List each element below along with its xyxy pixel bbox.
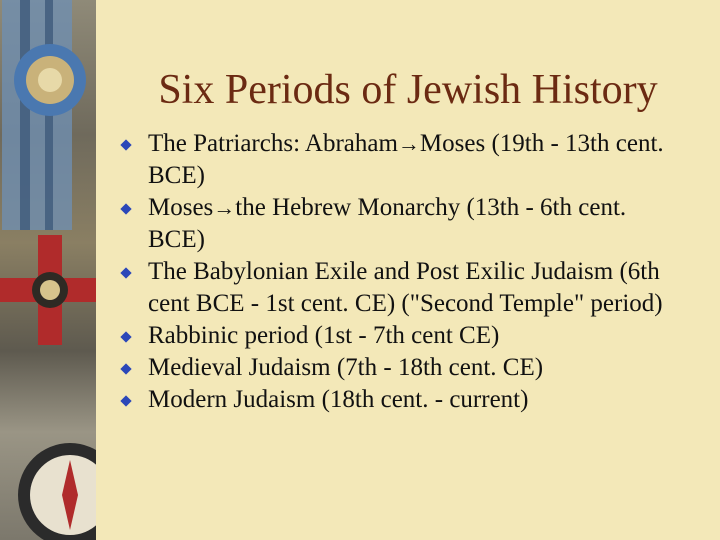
item-text-continued: the Hebrew Monarchy (13th - 6th cent. BCE) xyxy=(148,194,627,253)
diamond-bullet-icon xyxy=(120,395,131,406)
diamond-bullet-icon xyxy=(120,331,131,342)
item-text: The Patriarchs: Abraham xyxy=(148,130,398,157)
list-item xyxy=(118,192,688,256)
diamond-bullet-icon xyxy=(120,139,131,150)
item-text: Modern Judaism (18th cent. - current) xyxy=(148,386,529,413)
decorative-image-strip xyxy=(0,0,96,540)
list-item xyxy=(118,352,688,384)
item-text-continued: Moses (19th - 13th cent. BCE) xyxy=(148,130,664,189)
diamond-bullet-icon xyxy=(120,363,131,374)
diamond-bullet-icon xyxy=(120,267,131,278)
item-text: Moses xyxy=(148,194,214,221)
diamond-bullet-icon xyxy=(120,203,131,214)
history-periods-list xyxy=(118,128,688,416)
slide-title: Six Periods of Jewish History xyxy=(158,67,658,113)
arrow-icon: → xyxy=(397,131,420,156)
item-text: Medieval Judaism (7th - 18th cent. CE) xyxy=(148,354,544,381)
list-item xyxy=(118,320,688,352)
item-text: The Babylonian Exile and Post Exilic Judaism (6th cent BCE - 1st cent. CE) ("Second Temple" period) xyxy=(148,258,663,317)
list-item xyxy=(118,128,688,192)
list-item xyxy=(118,384,688,416)
list-item xyxy=(118,256,688,320)
arrow-icon: → xyxy=(213,195,236,220)
item-text: Rabbinic period (1st - 7th cent CE) xyxy=(148,322,500,349)
medals-illustration xyxy=(0,0,96,540)
